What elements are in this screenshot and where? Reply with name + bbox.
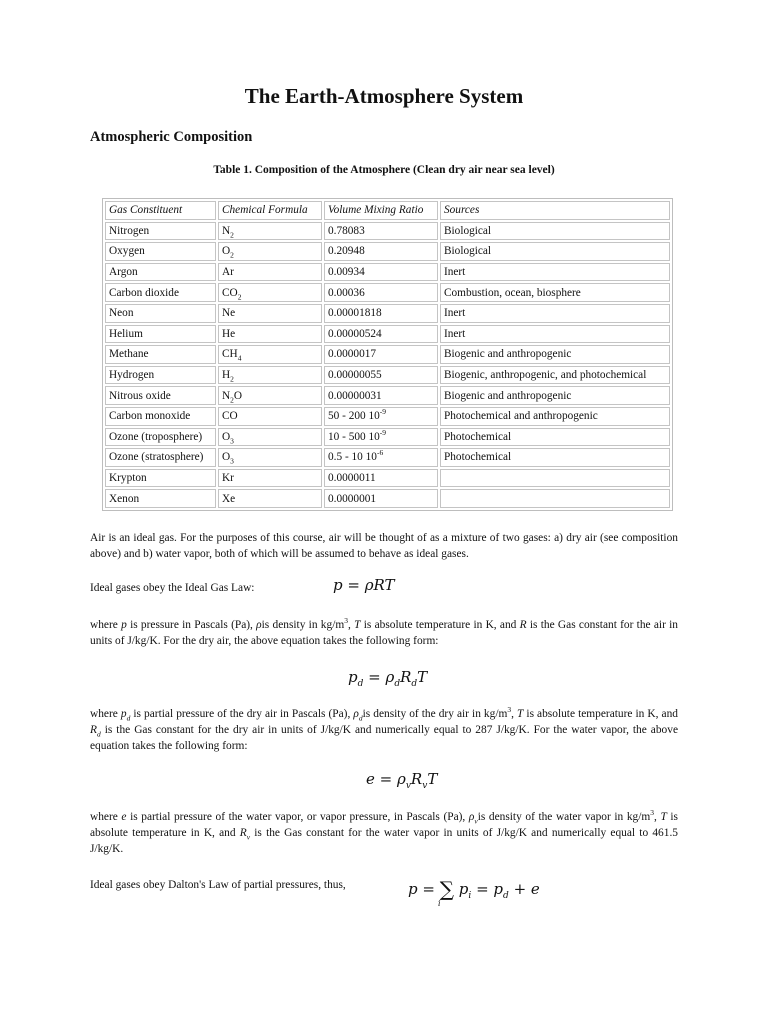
cell-ratio: 0.00000055 [324, 366, 438, 385]
table-header-row [105, 201, 670, 220]
cell-gas: Carbon dioxide [105, 283, 216, 302]
cell-sources: Inert [440, 304, 670, 323]
cell-sources: Combustion, ocean, biosphere [440, 283, 670, 302]
table-row [105, 489, 670, 508]
cell-sources: Photochemical [440, 448, 670, 467]
cell-ratio: 0.00001818 [324, 304, 438, 323]
cell-gas: Ozone (troposphere) [105, 428, 216, 447]
cell-ratio: 0.5 - 10 $10^{-6}$ [324, 448, 438, 467]
cell-formula: Ne [218, 304, 322, 323]
cell-gas: Krypton [105, 469, 216, 488]
paragraph-ideal-gas-law-label: Ideal gases obey the Ideal Gas Law: [90, 582, 255, 594]
cell-gas: Argon [105, 263, 216, 282]
table-row [105, 366, 670, 385]
cell-gas: Neon [105, 304, 216, 323]
cell-sources: Inert [440, 325, 670, 344]
cell-formula: $H_2$ [218, 366, 322, 385]
paragraph-dry-air-definitions: where $p_d$ is partial pressure of the dry air in Pascals (Pa), $\rho_dis$ density of the dry air in $kg/m^3$, T is absolute temperature in K, and $R_d$ is the Gas constant for the dry air in units of J/kg/K and numerically equal to 287 J/kg/K. For the water vapor, the above equation takes the following form: [90, 705, 678, 752]
equation-water-vapor: $e = \rho_vR_vT$ [366, 770, 438, 791]
cell-gas: Nitrogen [105, 222, 216, 241]
column-header-gas: Gas Constituent [105, 201, 216, 220]
table-row [105, 428, 670, 447]
table-row [105, 345, 670, 364]
table-row [105, 469, 670, 488]
cell-ratio: 0.00036 [324, 283, 438, 302]
table-caption: Table 1. Composition of the Atmosphere (Clean dry air near sea level) [213, 164, 555, 176]
composition-table [102, 198, 673, 511]
paragraph-ideal-gas-definitions: where p is pressure in Pascals (Pa), ρis density in $kg/m^3$, T is absolute temperature in K, and R is the Gas constant for the air in units of J/kg/K. For the dry air, the above equation takes the following form: [90, 616, 678, 647]
cell-formula: $N_2O$ [218, 386, 322, 405]
table-row [105, 263, 670, 282]
cell-ratio: 10 - 500 $10^{-9}$ [324, 428, 438, 447]
cell-formula: $O_3$ [218, 448, 322, 467]
cell-sources: Photochemical and anthropogenic [440, 407, 670, 426]
cell-ratio: 0.0000011 [324, 469, 438, 488]
cell-ratio: 0.0000001 [324, 489, 438, 508]
table-row [105, 386, 670, 405]
section-heading: Atmospheric Composition [90, 129, 253, 145]
cell-ratio: 0.00000524 [324, 325, 438, 344]
column-header-sources: Sources [440, 201, 670, 220]
cell-gas: Xenon [105, 489, 216, 508]
table-row [105, 325, 670, 344]
cell-sources: Biological [440, 222, 670, 241]
equation-ideal-gas-law [333, 576, 395, 594]
cell-ratio: 0.20948 [324, 242, 438, 261]
cell-formula: $CH_4$ [218, 345, 322, 364]
cell-ratio: 0.00000031 [324, 386, 438, 405]
column-header-formula: Chemical Formula [218, 201, 322, 220]
cell-ratio: 0.00934 [324, 263, 438, 282]
cell-formula: Kr [218, 469, 322, 488]
cell-ratio: 0.78083 [324, 222, 438, 241]
cell-formula: Ar [218, 263, 322, 282]
cell-sources: Biological [440, 242, 670, 261]
cell-sources [440, 489, 670, 508]
paragraph-dalton-label: Ideal gases obey Dalton's Law of partial pressures, thus, [90, 879, 346, 891]
cell-formula: $O_3$ [218, 428, 322, 447]
cell-gas: Helium [105, 325, 216, 344]
page-title: The Earth-Atmosphere System [244, 84, 524, 108]
cell-gas: Carbon monoxide [105, 407, 216, 426]
cell-gas: Methane [105, 345, 216, 364]
cell-formula: Xe [218, 489, 322, 508]
paragraph-ideal-gas-intro: Air is an ideal gas. For the purposes of this course, air will be thought of as a mixture of two gases: a) dry air (see composition above) and b) water vapor, both of which will be assumed to behave as ideal gases. [90, 532, 678, 560]
cell-gas: Nitrous oxide [105, 386, 216, 405]
cell-sources: Inert [440, 263, 670, 282]
summation-symbol: ∑ [439, 877, 455, 901]
cell-sources: Biogenic and anthropogenic [440, 386, 670, 405]
paragraph-water-vapor-definitions: where e is partial pressure of the water vapor, or vapor pressure, in Pascals (Pa), $\rho_vis$ density of the water vapor in $kg/m^3$, T is absolute temperature in K, and $R_v$ is the Gas constant for the water vapor in units of J/kg/K and numerically equal to 461.5 J/kg/K. [90, 808, 678, 855]
table-body [105, 222, 670, 508]
cell-sources: Biogenic, anthropogenic, and photochemical [440, 366, 670, 385]
cell-formula: $N_2$ [218, 222, 322, 241]
cell-formula: $CO_2$ [218, 283, 322, 302]
equation-dry-air: $p_d = \rho_dR_dT$ [348, 668, 428, 689]
cell-sources: Photochemical [440, 428, 670, 447]
cell-ratio: 0.0000017 [324, 345, 438, 364]
cell-gas: Hydrogen [105, 366, 216, 385]
table-row [105, 242, 670, 261]
table-row [105, 407, 670, 426]
table-row [105, 304, 670, 323]
cell-ratio: 50 - 200 $10^{-9}$ [324, 407, 438, 426]
column-header-ratio: Volume Mixing Ratio [324, 201, 438, 220]
equation-dalton: p = ∑ i $p_i = p_d + e$ [408, 877, 540, 908]
cell-gas: Ozone (stratosphere) [105, 448, 216, 467]
table-row [105, 222, 670, 241]
cell-gas: Oxygen [105, 242, 216, 261]
cell-sources [440, 469, 670, 488]
table-row [105, 448, 670, 467]
cell-formula: $O_2$ [218, 242, 322, 261]
cell-formula: CO [218, 407, 322, 426]
equation-ideal-gas-text: p = ρRT [333, 576, 395, 594]
cell-formula: He [218, 325, 322, 344]
cell-sources: Biogenic and anthropogenic [440, 345, 670, 364]
table-row [105, 283, 670, 302]
